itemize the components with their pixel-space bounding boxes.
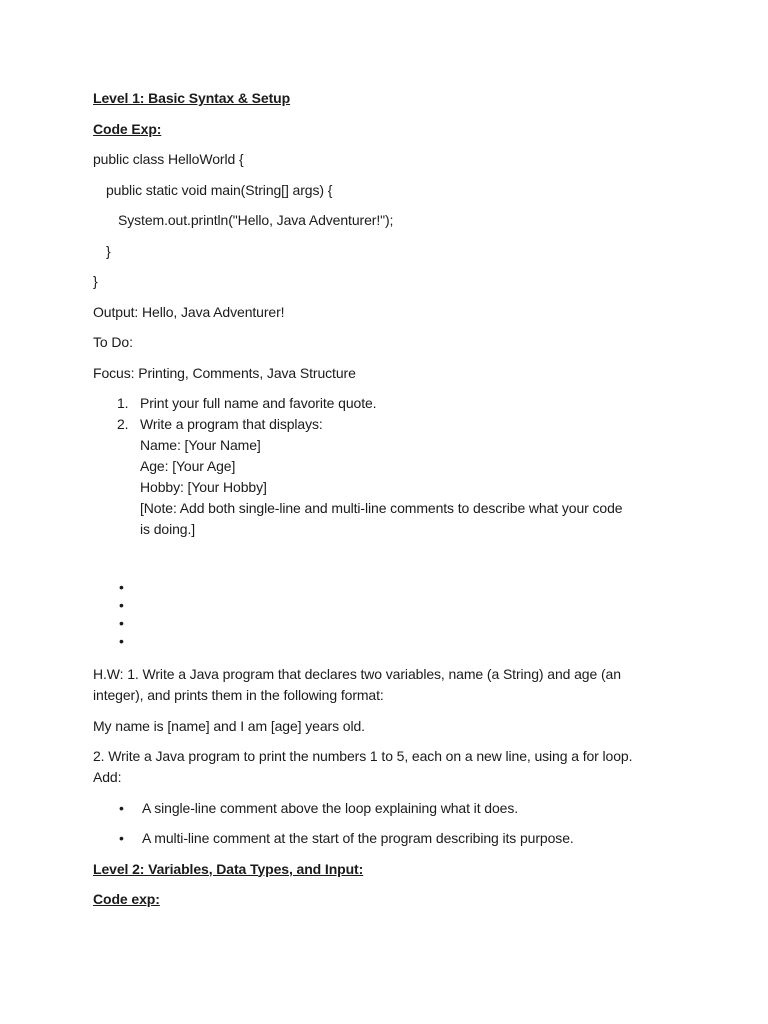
item-number: 2. [117, 416, 129, 432]
heading-code-exp-2: Code exp: [93, 891, 160, 907]
item-line: Write a program that displays: [140, 416, 323, 432]
code-line: System.out.println("Hello, Java Adventurer!"); [118, 212, 394, 228]
bullet-icon: • [119, 579, 124, 595]
hw-format-line: My name is [name] and I am [age] years old. [93, 717, 365, 734]
numbered-item-2 [93, 414, 693, 540]
hw-bullet-text: A single-line comment above the loop explaining what it does. [142, 799, 519, 816]
item-line: Name: [Your Name] [140, 437, 261, 453]
item-line: Hobby: [Your Hobby] [140, 479, 267, 495]
empty-bullet-item [93, 632, 693, 650]
focus-line: Focus: Printing, Comments, Java Structure [93, 364, 356, 381]
heading-code-exp: Code Exp: [93, 120, 162, 137]
heading-level-2: Level 2: Variables, Data Types, and Input: [93, 860, 364, 877]
item-text [140, 414, 693, 540]
code-line: public static void main(String[] args) { [106, 181, 333, 198]
hw-bullet-text: A multi-line comment at the start of the program describing its purpose. [142, 830, 574, 846]
hw-intro-line: integer), and prints them in the following format: [93, 687, 384, 703]
item-number: 1. [117, 395, 129, 411]
code-line: } [93, 273, 98, 289]
hw-task2-line: Add: [93, 769, 122, 785]
hw-task2-line: 2. Write a Java program to print the numbers 1 to 5, each on a new line, using a for loop. [93, 748, 633, 764]
bullet-icon: • [119, 799, 124, 816]
empty-bullet-list [93, 578, 693, 650]
bullet-icon: • [119, 830, 124, 846]
hw-intro-paragraph [93, 664, 693, 706]
empty-bullet-item [93, 614, 693, 632]
item-text: Print your full name and favorite quote. [140, 395, 377, 411]
bullet-icon: • [119, 615, 124, 631]
hw-bullet-item [93, 798, 693, 819]
numbered-item-1 [93, 393, 693, 414]
item-line: is doing.] [140, 521, 196, 537]
hw-bullet-item [93, 828, 693, 849]
code-line: public class HelloWorld { [93, 151, 244, 167]
task-numbered-list [93, 393, 693, 540]
empty-bullet-item [93, 596, 693, 614]
item-line: [Note: Add both single-line and multi-line comments to describe what your code [140, 500, 623, 516]
hw-task2-paragraph [93, 746, 693, 788]
bullet-icon: • [119, 597, 124, 613]
code-line: } [106, 242, 111, 259]
empty-bullet-item [93, 578, 693, 596]
hw-intro-line: H.W: 1. Write a Java program that declares two variables, name (a String) and age (an [93, 666, 621, 682]
todo-line: To Do: [93, 334, 133, 350]
item-line: Age: [Your Age] [140, 458, 236, 474]
output-line: Output: Hello, Java Adventurer! [93, 303, 285, 320]
heading-level-1: Level 1: Basic Syntax & Setup [93, 90, 291, 106]
bullet-icon: • [119, 633, 124, 649]
